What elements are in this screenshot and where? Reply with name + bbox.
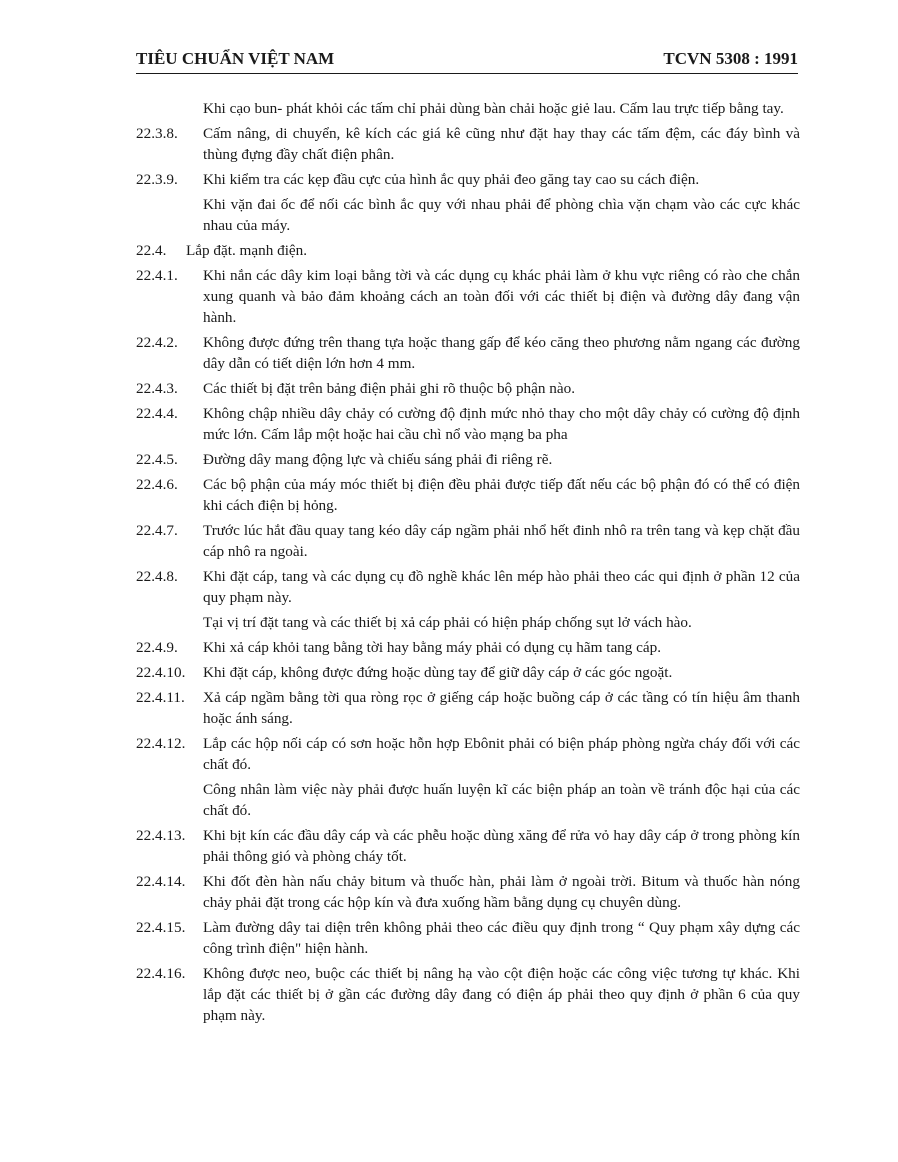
clause-22-4-12	[136, 733, 800, 775]
clause-text: Lắp các hộp nối cáp có sơn hoặc hỗn hợp Ebônit phải có biện pháp phòng ngừa cháy đối với các chất đó.	[203, 735, 800, 773]
clause-number: 22.4.13.	[136, 827, 186, 844]
header-standard-code: TCVN 5308 : 1991	[663, 49, 798, 68]
clause-text: Không chập nhiều dây chảy có cường độ định mức nhỏ thay cho một dây chảy có cường độ định mức lớn. Cấm lắp một hoặc hai cầu chì nổ vào mạng ba pha	[203, 405, 800, 443]
clause-number: 22.4.10.	[136, 664, 186, 681]
clause-22-3-8	[136, 123, 800, 165]
clause-text: Khi xả cáp khỏi tang bằng tời hay bằng máy phải có dụng cụ hãm tang cáp.	[203, 639, 662, 656]
clause-number: 22.4.6.	[136, 476, 178, 493]
clause-22-4-16	[136, 963, 800, 1026]
clause-number: 22.4.12.	[136, 735, 186, 752]
section-title: Lắp đặt. mạnh điện.	[186, 242, 308, 259]
clause-22-4-13	[136, 825, 800, 867]
clause-continuation	[136, 779, 800, 821]
clause-text: Làm đường dây tai diện trên không phải theo các điều quy định trong “ Quy phạm xây dựng các công trình điện" hiện hành.	[203, 919, 800, 957]
clause-number: 22.4.5.	[136, 451, 178, 468]
clause-number: 22.4.1.	[136, 267, 178, 284]
clause-22-4-5	[136, 449, 800, 470]
clause-text: Khi bịt kín các đầu dây cáp và các phễu hoặc dùng xăng để rửa vỏ hay dây cáp ở trong phòng kín phải thông gió và phòng cháy tốt.	[203, 827, 800, 865]
clause-text: Các thiết bị đặt trên bảng điện phải ghi rõ thuộc bộ phận nào.	[203, 380, 575, 397]
clause-22-4-2	[136, 332, 800, 374]
clause-text: Trước lúc hắt đầu quay tang kéo dây cáp ngầm phải nhổ hết đinh nhô ra trên tang và kẹp chặt đầu cáp nhô ra ngoài.	[203, 522, 800, 560]
clause-text: Khi cạo bun- phát khỏi các tấm chỉ phải dùng bàn chải hoặc giẻ lau. Cấm lau trực tiếp bằng tay.	[203, 100, 784, 117]
clause-text: Khi kiểm tra các kẹp đầu cực của hình ắc quy phải đeo găng tay cao su cách điện.	[203, 171, 700, 188]
clause-continuation	[136, 98, 800, 119]
clause-22-4-6	[136, 474, 800, 516]
clause-continuation	[136, 194, 800, 236]
section-22-4	[136, 240, 800, 261]
clause-number: 22.4.15.	[136, 919, 186, 936]
clause-text: Không được neo, buộc các thiết bị nâng hạ vào cột điện hoặc các công việc tương tự khác. Khi lắp đặt các thiết bị ở gần các đường dây đang có điện áp phải theo quy định ở phần 6 của quy phạm này.	[203, 965, 800, 1024]
clause-22-3-9	[136, 169, 800, 190]
clause-number: 22.3.9.	[136, 171, 178, 188]
clause-text: Các bộ phận của máy móc thiết bị điện đều phải được tiếp đất nếu các bộ phận đó có thể có điện khi cách điện bị hỏng.	[203, 476, 800, 514]
clause-22-4-15	[136, 917, 800, 959]
clause-number: 22.4.8.	[136, 568, 178, 585]
clause-22-4-14	[136, 871, 800, 913]
header-standard-title: TIÊU CHUẨN VIỆT NAM	[136, 49, 335, 68]
clause-text: Không được đứng trên thang tựa hoặc thang gấp để kéo căng theo phương nằm ngang các đường dây dẫn có tiết diện lớn hơn 4 mm.	[203, 334, 800, 372]
clause-number: 22.4.2.	[136, 334, 178, 351]
clause-text: Khi nắn các dây kim loại bằng tời và các dụng cụ khác phải làm ở khu vực riêng có rào che chắn xung quanh và bảo đảm khoảng cách an toàn đối với các thiết bị điện và đường dây đang vận hành.	[203, 267, 800, 326]
clause-22-4-9	[136, 637, 800, 658]
clause-text: Khi đốt đèn hàn nấu chảy bitum và thuốc hàn, phải làm ở ngoài trời. Bitum và thuốc hàn nóng chảy phải đặt trong các hộp kín và đưa xuống hầm bằng dụng cụ chuyên dùng.	[203, 873, 800, 911]
clause-text: Khi vặn đai ốc để nối các bình ắc quy với nhau phải để phòng chìa vặn chạm vào các cực khác nhau của máy.	[203, 196, 800, 234]
clause-number: 22.4.16.	[136, 965, 186, 982]
page-header	[136, 47, 798, 73]
clause-text: Khi đặt cáp, không được đứng hoặc dùng tay để giữ dây cáp ở các góc ngoặt.	[203, 664, 673, 681]
clause-number: 22.4.14.	[136, 873, 186, 890]
header-rule	[136, 73, 798, 74]
clause-text: Đường dây mang động lực và chiếu sáng phải đi riêng rẽ.	[203, 451, 553, 468]
clause-22-4-3	[136, 378, 800, 399]
clause-number: 22.4.7.	[136, 522, 178, 539]
clause-text: Tại vị trí đặt tang và các thiết bị xả cáp phải có hiện pháp chống sụt lở vách hào.	[203, 614, 692, 631]
document-body	[136, 98, 800, 1030]
clause-number: 22.4.3.	[136, 380, 178, 397]
clause-number: 22.4.9.	[136, 639, 178, 656]
clause-22-4-7	[136, 520, 800, 562]
clause-number: 22.3.8.	[136, 125, 178, 142]
clause-text: Công nhân làm việc này phải được huấn luyện kĩ các biện pháp an toàn về tránh độc hại của các chất đó.	[203, 781, 800, 819]
clause-number: 22.4.4.	[136, 405, 178, 422]
clause-text: Khi đặt cáp, tang và các dụng cụ đồ nghề khác lên mép hào phải theo các qui định ở phần 12 của quy phạm này.	[203, 568, 800, 606]
clause-22-4-1	[136, 265, 800, 328]
clause-22-4-11	[136, 687, 800, 729]
clause-text: Cấm nâng, di chuyển, kê kích các giá kê cũng như đặt hay thay các tấm đệm, các đáy bình và thùng đựng đầy chất điện phân.	[203, 125, 800, 163]
section-number: 22.4.	[136, 242, 167, 259]
clause-number: 22.4.11.	[136, 689, 185, 706]
clause-22-4-10	[136, 662, 800, 683]
clause-continuation	[136, 612, 800, 633]
clause-22-4-8	[136, 566, 800, 608]
clause-22-4-4	[136, 403, 800, 445]
clause-text: Xả cáp ngầm bằng tời qua ròng rọc ở giếng cáp hoặc buồng cáp ở các tầng có tín hiệu âm thanh hoặc ánh sáng.	[203, 689, 800, 727]
